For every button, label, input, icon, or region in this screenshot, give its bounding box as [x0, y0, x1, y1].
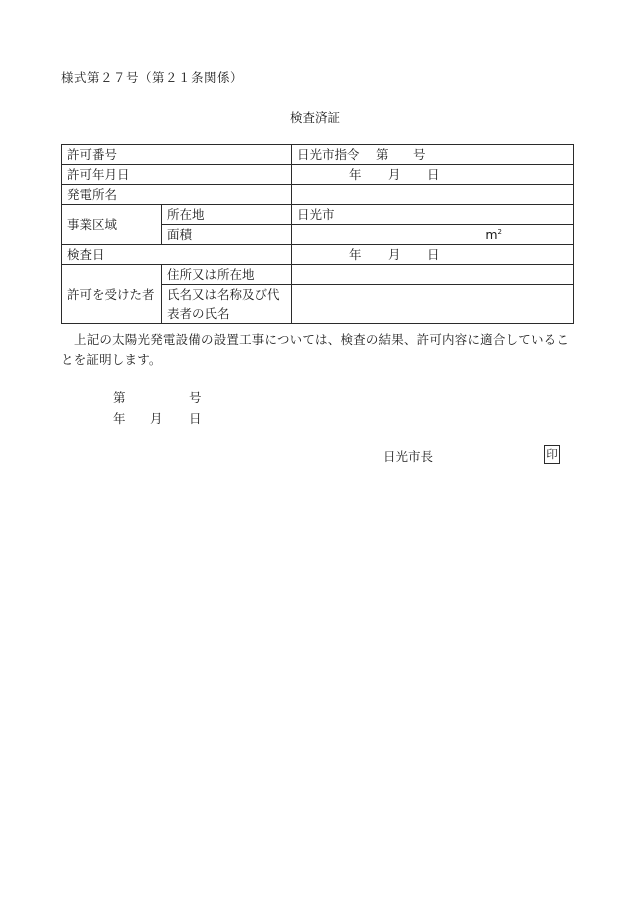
row-permittee-address — [62, 265, 574, 285]
inspection-date-value — [292, 245, 574, 265]
issuance-day: 日 — [189, 411, 202, 426]
inspection-date-label: 検査日 — [62, 245, 292, 265]
mayor-signature: 日光市長 — [383, 449, 434, 464]
location-value: 日光市 — [292, 205, 574, 225]
permit-date-year: 年 — [349, 167, 362, 182]
permit-date-label: 許可年月日 — [62, 165, 292, 185]
name-label-line2: 表者の氏名 — [167, 306, 230, 321]
inspection-form-table — [61, 144, 574, 324]
permit-date-month: 月 — [388, 167, 401, 182]
address-value — [292, 265, 574, 285]
plant-name-label: 発電所名 — [62, 185, 292, 205]
issuance-year: 年 — [113, 411, 126, 426]
row-business-area-location — [62, 205, 574, 225]
square-meter-unit — [485, 225, 502, 244]
address-label: 住所又は所在地 — [162, 265, 292, 285]
row-plant-name — [62, 185, 574, 205]
location-label: 所在地 — [162, 205, 292, 225]
row-permit-number — [62, 145, 574, 165]
permit-number-go: 号 — [413, 147, 426, 162]
permit-number-dai: 第 — [376, 147, 389, 162]
name-value — [292, 285, 574, 324]
permit-date-day: 日 — [427, 167, 440, 182]
inspection-date-month: 月 — [388, 247, 401, 262]
permit-number-label: 許可番号 — [62, 145, 292, 165]
area-unit-superscript: 2 — [497, 228, 503, 236]
name-label-line1: 氏名又は名称及び代 — [167, 287, 280, 302]
issuance-go: 号 — [189, 390, 202, 405]
document-title — [0, 108, 630, 126]
row-permit-date — [62, 165, 574, 185]
plant-name-value — [292, 185, 574, 205]
inspection-date-year: 年 — [349, 247, 362, 262]
seal-box: 印 — [544, 445, 560, 464]
business-area-label: 事業区域 — [62, 205, 162, 245]
form-number: 様式第２７号（第２１条関係） — [61, 70, 244, 85]
row-inspection-date — [62, 245, 574, 265]
permit-date-value — [292, 165, 574, 185]
area-label: 面積 — [162, 225, 292, 245]
area-value — [292, 225, 574, 245]
document-title-text: 検査済証 — [289, 110, 340, 125]
inspection-date-day: 日 — [427, 247, 440, 262]
issuance-dai: 第 — [113, 390, 126, 405]
name-label — [162, 285, 292, 324]
permit-number-value — [292, 145, 574, 165]
permittee-label: 許可を受けた者 — [62, 265, 162, 324]
permit-number-city: 日光市指令 — [297, 147, 360, 162]
area-unit: m — [485, 227, 498, 242]
certification-text: 上記の太陽光発電設備の設置工事については、検査の結果、許可内容に適合していることを証明します。 — [61, 332, 570, 367]
issuance-month: 月 — [150, 411, 163, 426]
